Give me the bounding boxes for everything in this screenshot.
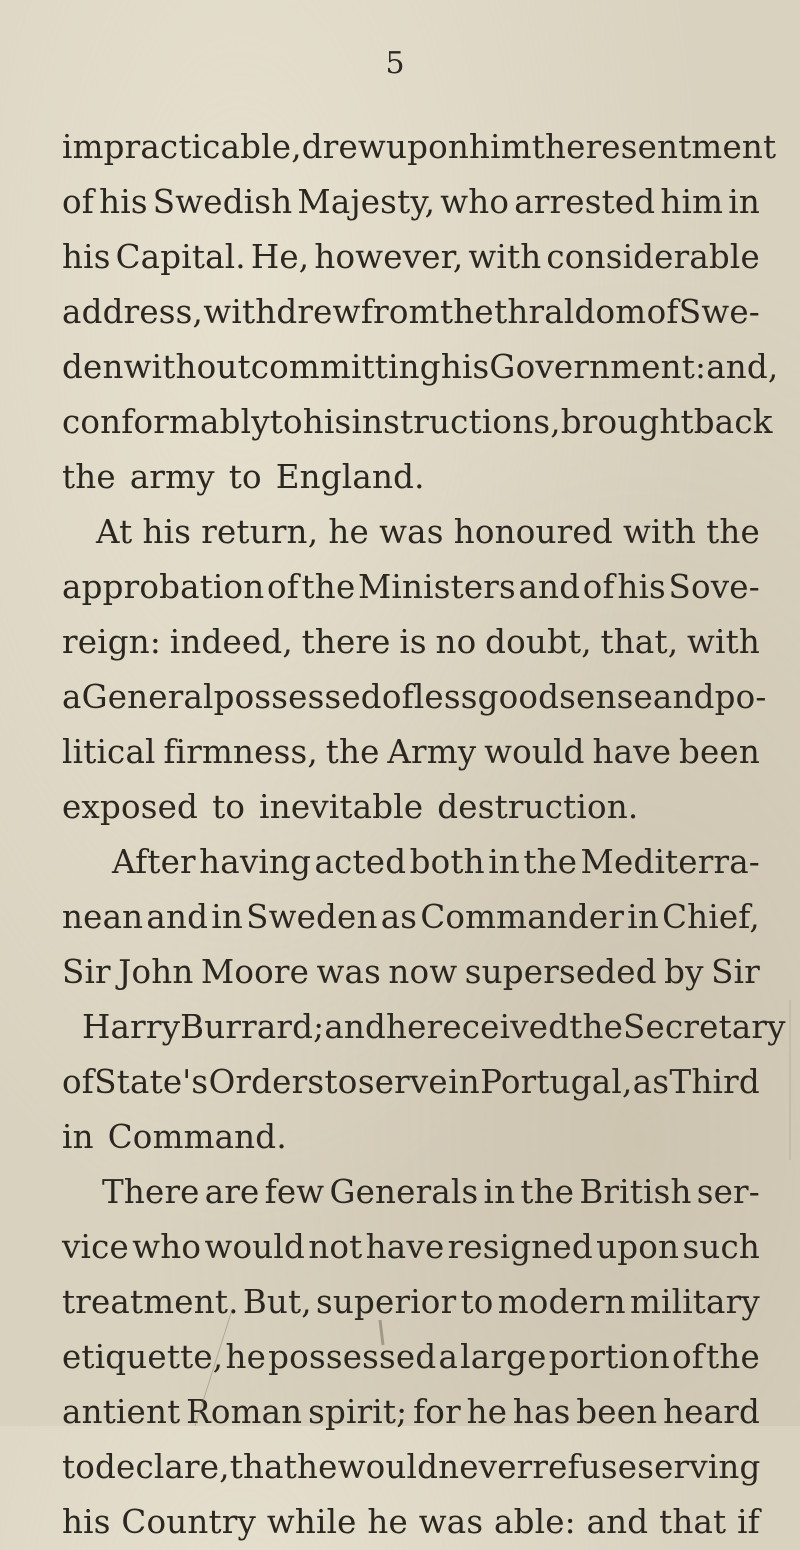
word: is bbox=[399, 623, 427, 661]
word: in bbox=[483, 1173, 516, 1211]
word: Swedish bbox=[152, 183, 293, 221]
word: Sir bbox=[62, 953, 111, 991]
word: been bbox=[576, 1393, 658, 1431]
text-line bbox=[40, 670, 767, 725]
text-line bbox=[40, 1220, 760, 1275]
word: that bbox=[659, 1503, 727, 1541]
word: less bbox=[413, 678, 478, 716]
word: would bbox=[204, 1228, 305, 1266]
text-line bbox=[40, 340, 779, 395]
word: to bbox=[228, 458, 262, 496]
text-line bbox=[40, 1110, 760, 1165]
word: back bbox=[693, 403, 773, 441]
word: the bbox=[62, 458, 116, 496]
word: good bbox=[477, 678, 560, 716]
word: he bbox=[296, 1448, 338, 1486]
word: who bbox=[132, 1228, 202, 1266]
word: upon bbox=[385, 128, 469, 166]
word: impracticable, bbox=[62, 128, 302, 166]
word: been bbox=[678, 733, 760, 771]
word: in bbox=[448, 1063, 480, 1101]
word: sense bbox=[559, 678, 653, 716]
word: Harry bbox=[82, 1008, 181, 1046]
word: the bbox=[706, 513, 760, 551]
word: from bbox=[360, 293, 440, 331]
text-line bbox=[40, 285, 760, 340]
word: and bbox=[518, 568, 581, 606]
word: would bbox=[337, 1448, 439, 1486]
word: by bbox=[664, 953, 704, 991]
word: able: bbox=[494, 1503, 576, 1541]
text-line bbox=[40, 1000, 786, 1055]
word: the bbox=[569, 1008, 624, 1046]
word: to bbox=[62, 1448, 96, 1486]
page-number: 5 bbox=[385, 46, 405, 81]
body-text bbox=[40, 120, 786, 1550]
word: to bbox=[212, 788, 246, 826]
word: to bbox=[324, 1063, 358, 1101]
word: He, bbox=[250, 238, 310, 276]
word: return, bbox=[201, 513, 319, 551]
word: no bbox=[435, 623, 477, 661]
word: and, bbox=[706, 348, 779, 386]
word: of bbox=[672, 1338, 705, 1376]
word: have bbox=[365, 1228, 445, 1266]
word: of bbox=[62, 183, 94, 221]
word: resentment bbox=[585, 128, 777, 166]
word: he bbox=[225, 1338, 267, 1376]
word: honoured bbox=[453, 513, 613, 551]
text-line bbox=[40, 835, 760, 890]
word: in bbox=[728, 183, 760, 221]
word: address, bbox=[62, 293, 204, 331]
word: as bbox=[380, 898, 418, 936]
text-line bbox=[40, 945, 760, 1000]
word: his bbox=[302, 403, 352, 441]
word: possessed bbox=[213, 678, 382, 716]
word: who bbox=[440, 183, 510, 221]
word: po- bbox=[714, 678, 767, 716]
word: John bbox=[118, 953, 194, 991]
word: as bbox=[632, 1063, 670, 1101]
word: modern bbox=[497, 1283, 626, 1321]
word: that, bbox=[600, 623, 679, 661]
word: litical bbox=[62, 733, 156, 771]
text-line bbox=[40, 615, 760, 670]
word: approbation bbox=[62, 568, 265, 606]
text-line bbox=[40, 450, 760, 505]
word: serving bbox=[637, 1448, 761, 1486]
word: drew bbox=[301, 128, 386, 166]
word: Country bbox=[121, 1503, 257, 1541]
word: are bbox=[204, 1173, 260, 1211]
word: his bbox=[62, 1503, 111, 1541]
word: Burrard; bbox=[180, 1008, 325, 1046]
word: in bbox=[62, 1118, 94, 1156]
text-line bbox=[40, 120, 777, 175]
word: the bbox=[301, 568, 356, 606]
text-line bbox=[40, 175, 760, 230]
word: the bbox=[520, 1173, 575, 1211]
text-line bbox=[40, 1330, 760, 1385]
word: the bbox=[523, 843, 578, 881]
word: he bbox=[386, 1008, 427, 1046]
word: Third bbox=[669, 1063, 760, 1101]
word: possessed bbox=[268, 1338, 437, 1376]
word: antient bbox=[62, 1393, 181, 1431]
word: etiquette, bbox=[62, 1338, 224, 1376]
word: however, bbox=[314, 238, 464, 276]
word: upon bbox=[596, 1228, 680, 1266]
word: was bbox=[418, 1503, 484, 1541]
word: such bbox=[682, 1228, 760, 1266]
word: received bbox=[426, 1008, 570, 1046]
word: Sir bbox=[711, 953, 760, 991]
word: without bbox=[123, 348, 251, 386]
word: treatment. bbox=[62, 1283, 239, 1321]
word: Sweden bbox=[246, 898, 378, 936]
word: nean bbox=[62, 898, 144, 936]
word: Majesty, bbox=[297, 183, 436, 221]
word: of bbox=[62, 1063, 94, 1101]
text-line bbox=[40, 230, 760, 285]
text-line bbox=[40, 725, 760, 780]
word: in bbox=[488, 843, 520, 881]
word: now bbox=[388, 953, 458, 991]
word: not bbox=[308, 1228, 363, 1266]
word: arrested bbox=[514, 183, 656, 221]
word: thraldom bbox=[494, 293, 647, 331]
word: his bbox=[99, 183, 148, 221]
word: in bbox=[627, 898, 659, 936]
word: Ministers bbox=[357, 568, 516, 606]
word: portion bbox=[548, 1338, 670, 1376]
word: never bbox=[438, 1448, 533, 1486]
word: of bbox=[582, 568, 615, 606]
word: den bbox=[62, 348, 124, 386]
text-line bbox=[40, 780, 760, 835]
word: the bbox=[439, 293, 494, 331]
word: conformably bbox=[62, 403, 270, 441]
word: of bbox=[266, 568, 299, 606]
text-line bbox=[40, 1495, 760, 1550]
word: exposed bbox=[62, 788, 199, 826]
word: was bbox=[379, 513, 444, 551]
word: and bbox=[324, 1008, 387, 1046]
word: with bbox=[468, 238, 542, 276]
word: Swe- bbox=[678, 293, 760, 331]
word: indeed, bbox=[169, 623, 293, 661]
word: to bbox=[269, 403, 303, 441]
word: would bbox=[484, 733, 585, 771]
word: there bbox=[301, 623, 391, 661]
word: that bbox=[229, 1448, 297, 1486]
word: resigned bbox=[447, 1228, 593, 1266]
word: Sove- bbox=[668, 568, 760, 606]
word: spirit; bbox=[308, 1393, 408, 1431]
text-line bbox=[40, 395, 773, 450]
word: Roman bbox=[186, 1393, 303, 1431]
word: both bbox=[409, 843, 485, 881]
text-line bbox=[40, 1440, 760, 1495]
word: the bbox=[706, 1338, 760, 1376]
word: Generals bbox=[329, 1173, 479, 1211]
word: in bbox=[211, 898, 243, 936]
text-line bbox=[40, 505, 760, 560]
word: was bbox=[316, 953, 381, 991]
word: doubt, bbox=[485, 623, 592, 661]
word: Army bbox=[387, 733, 477, 771]
word: and bbox=[146, 898, 209, 936]
word: he bbox=[367, 1503, 408, 1541]
text-line bbox=[40, 1275, 760, 1330]
word: ser- bbox=[696, 1173, 760, 1211]
word: with bbox=[622, 513, 696, 551]
word: him bbox=[660, 183, 724, 221]
word: Secretary bbox=[623, 1008, 786, 1046]
word: Orders bbox=[208, 1063, 325, 1101]
text-line bbox=[40, 1385, 760, 1440]
word: withdrew bbox=[203, 293, 361, 331]
word: serve bbox=[357, 1063, 448, 1101]
word: Capital. bbox=[115, 238, 246, 276]
word: refuse bbox=[532, 1448, 638, 1486]
word: acted bbox=[314, 843, 407, 881]
word: At bbox=[96, 513, 133, 551]
word: army bbox=[129, 458, 215, 496]
word: Commander bbox=[420, 898, 625, 936]
text-line bbox=[40, 1055, 760, 1110]
word: Government: bbox=[489, 348, 707, 386]
word: and bbox=[586, 1503, 649, 1541]
word: There bbox=[102, 1173, 200, 1211]
text-line bbox=[40, 890, 760, 945]
word: State's bbox=[94, 1063, 209, 1101]
word: superseded bbox=[464, 953, 657, 991]
word: the bbox=[325, 733, 380, 771]
word: Moore bbox=[200, 953, 310, 991]
word: Portugal, bbox=[480, 1063, 633, 1101]
word: inevitable bbox=[259, 788, 424, 826]
word: reign: bbox=[62, 623, 162, 661]
word: he bbox=[466, 1393, 508, 1431]
word: his bbox=[440, 348, 490, 386]
word: to bbox=[460, 1283, 494, 1321]
word: him bbox=[468, 128, 532, 166]
word: his bbox=[617, 568, 666, 606]
word: of bbox=[646, 293, 679, 331]
word: his bbox=[62, 238, 111, 276]
word: considerable bbox=[546, 238, 760, 276]
text-line bbox=[40, 1165, 760, 1220]
word: his bbox=[142, 513, 192, 551]
word: committing bbox=[250, 348, 441, 386]
word: for bbox=[413, 1393, 461, 1431]
word: the bbox=[531, 128, 586, 166]
word: while bbox=[266, 1503, 357, 1541]
word: military bbox=[630, 1283, 760, 1321]
word: Command. bbox=[107, 1118, 287, 1156]
word: has bbox=[512, 1393, 571, 1431]
word: firmness, bbox=[163, 733, 318, 771]
word: if bbox=[737, 1503, 760, 1541]
word: Mediterra- bbox=[580, 843, 760, 881]
word: of bbox=[381, 678, 414, 716]
word: British bbox=[579, 1173, 692, 1211]
word: heard bbox=[663, 1393, 760, 1431]
word: But, bbox=[242, 1283, 312, 1321]
word: he bbox=[328, 513, 369, 551]
word: a bbox=[62, 678, 82, 716]
word: and bbox=[652, 678, 715, 716]
word: brought bbox=[560, 403, 694, 441]
word: After bbox=[112, 843, 196, 881]
word: vice bbox=[62, 1228, 129, 1266]
word: declare, bbox=[95, 1448, 230, 1486]
text-line bbox=[40, 560, 760, 615]
word: having bbox=[199, 843, 312, 881]
word: Chief, bbox=[662, 898, 760, 936]
word: a bbox=[438, 1338, 459, 1376]
word: England. bbox=[275, 458, 425, 496]
word: few bbox=[264, 1173, 325, 1211]
word: General bbox=[81, 678, 214, 716]
word: superior bbox=[316, 1283, 457, 1321]
word: have bbox=[592, 733, 672, 771]
word: instructions, bbox=[351, 403, 561, 441]
word: destruction. bbox=[437, 788, 639, 826]
word: with bbox=[686, 623, 760, 661]
word: large bbox=[460, 1338, 547, 1376]
